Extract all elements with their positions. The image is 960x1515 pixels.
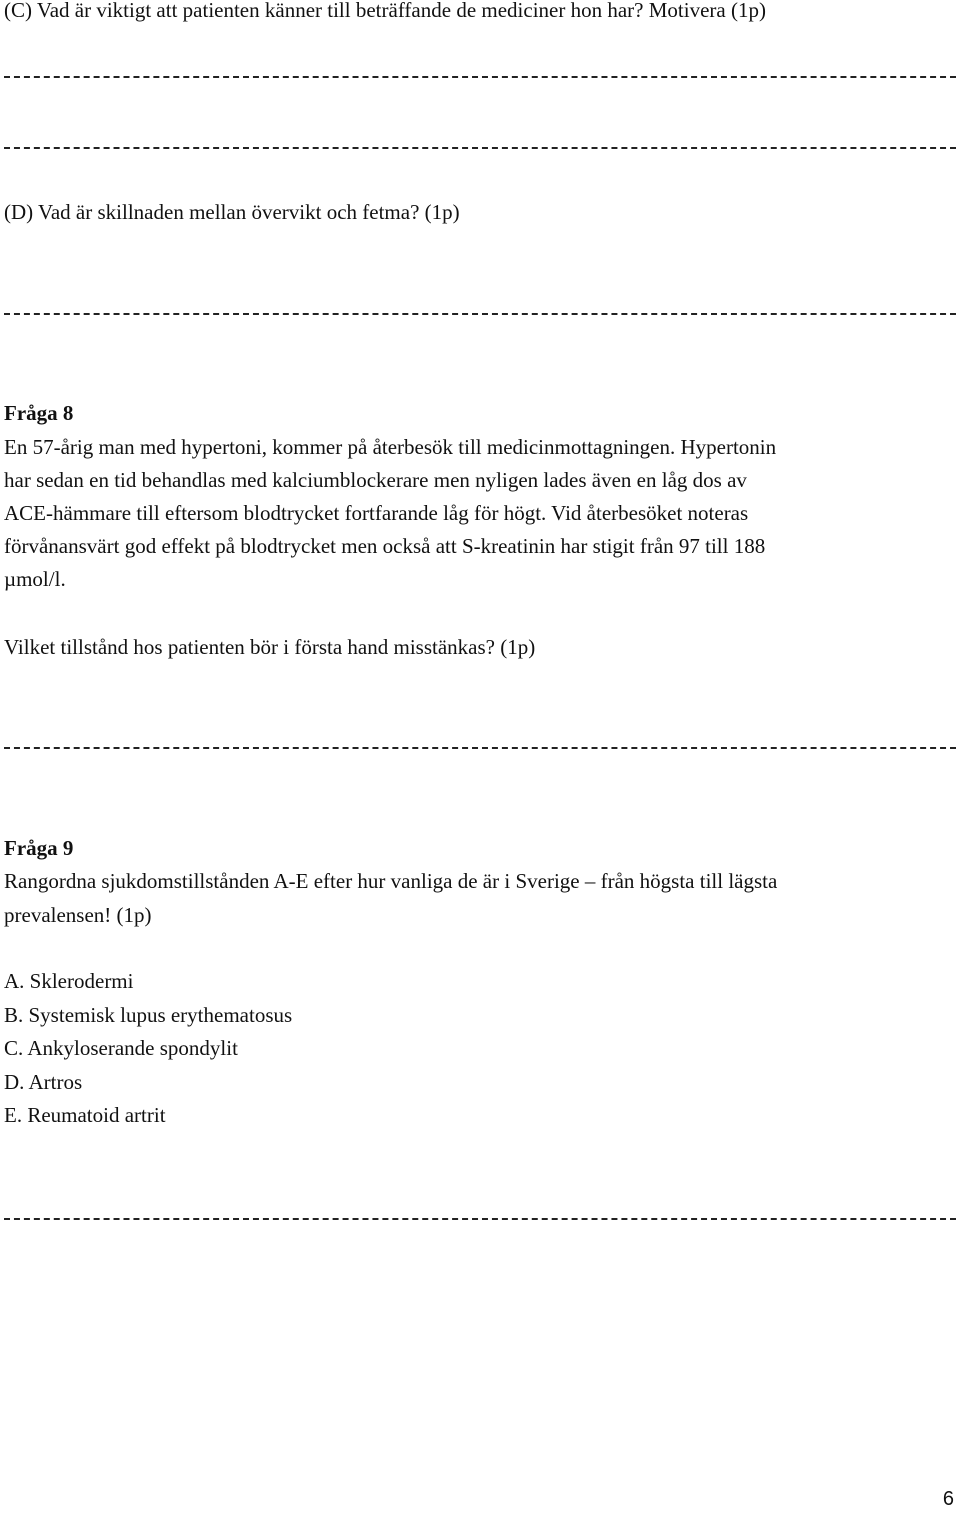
fraga-9-line: prevalensen! (1p)	[4, 903, 152, 927]
question-d-text: (D) Vad är skillnaden mellan övervikt och fetma? (1p)	[4, 200, 460, 224]
answer-line-c-2	[4, 147, 956, 149]
fraga-8-question: Vilket tillstånd hos patienten bör i första hand misstänkas? (1p)	[4, 635, 536, 659]
fraga-8-heading: Fråga 8	[4, 401, 74, 425]
option-b: B. Systemisk lupus erythematosus	[4, 1003, 293, 1027]
answer-line-fraga-8	[4, 747, 956, 749]
page-number: 6	[942, 1488, 954, 1510]
answer-line-c-1	[4, 76, 956, 78]
answer-line-d	[4, 313, 956, 315]
fraga-9-heading: Fråga 9	[4, 836, 74, 860]
option-e: E. Reumatoid artrit	[4, 1103, 166, 1127]
fraga-8-line: förvånansvärt god effekt på blodtrycket men också att S-kreatinin har stigit från 97 till 188	[4, 534, 766, 558]
fraga-9-line: Rangordna sjukdomstillstånden A-E efter hur vanliga de är i Sverige – från högsta till lägsta	[4, 869, 778, 893]
fraga-8-line: har sedan en tid behandlas med kalciumblockerare men nyligen lades även en låg dos av	[4, 468, 747, 492]
option-a: A. Sklerodermi	[4, 969, 134, 993]
option-d: D. Artros	[4, 1070, 83, 1094]
fraga-8-line: ACE-hämmare till eftersom blodtrycket fortfarande låg för högt. Vid återbesöket noteras	[4, 501, 749, 525]
question-c-text: (C) Vad är viktigt att patienten känner till beträffande de mediciner hon har? Motivera (1p)	[4, 0, 766, 22]
option-c: C. Ankyloserande spondylit	[4, 1036, 238, 1060]
fraga-8-line: µmol/l.	[4, 567, 66, 591]
fraga-8-line: En 57-årig man med hypertoni, kommer på återbesök till medicinmottagningen. Hypertonin	[4, 435, 777, 459]
answer-line-fraga-9	[4, 1218, 956, 1220]
